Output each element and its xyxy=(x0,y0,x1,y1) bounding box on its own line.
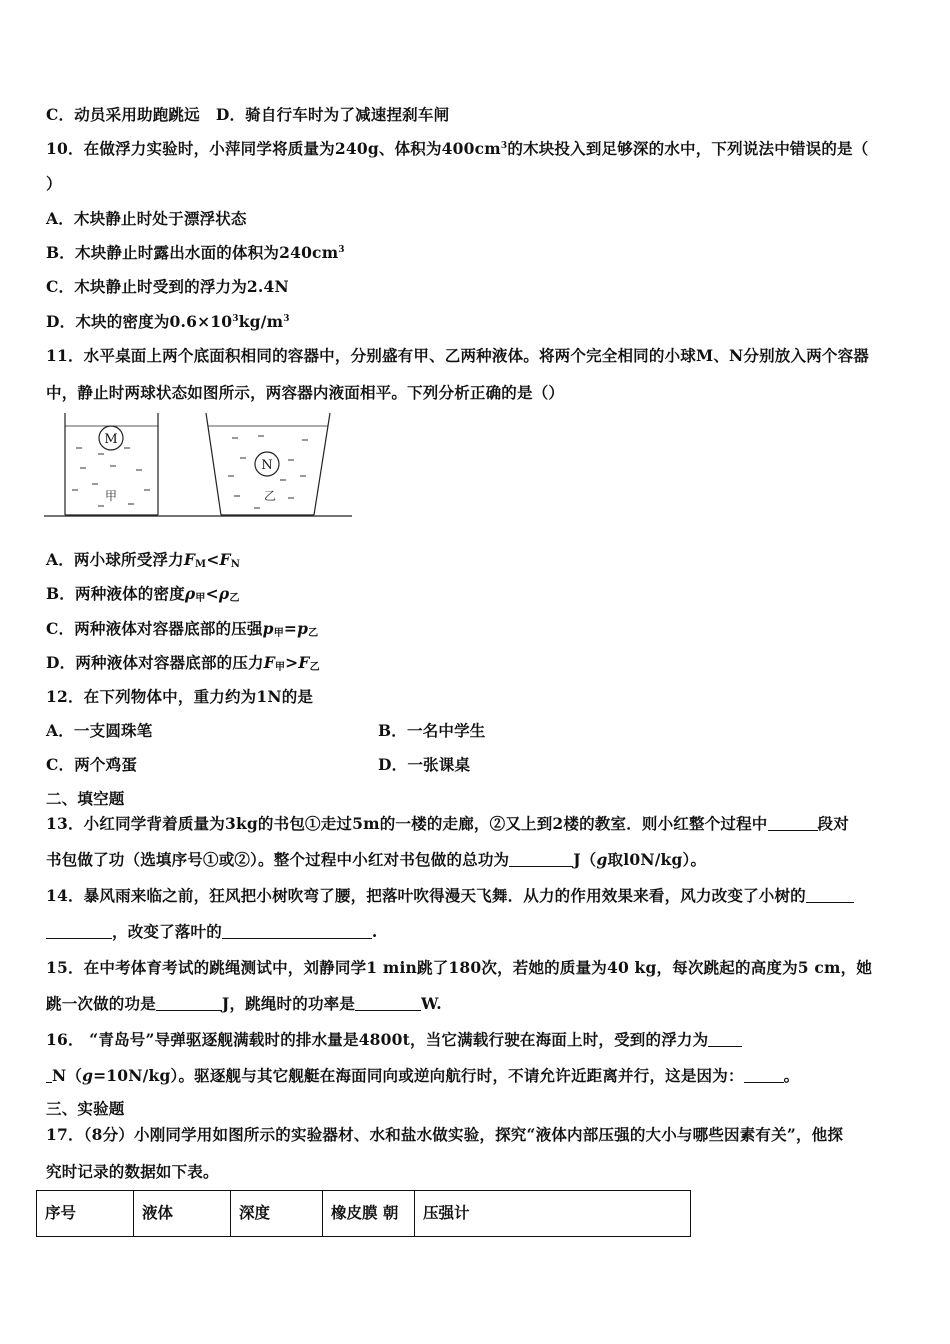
q11-b-sub2: 乙 xyxy=(229,593,240,604)
section-fill-in-heading: 二、填空题 xyxy=(46,789,125,808)
q12-stem: 12．在下列物体中，重力约为1N的是 xyxy=(46,687,314,706)
q13-blank-1[interactable] xyxy=(768,816,818,831)
q15-blank-1[interactable] xyxy=(156,996,222,1011)
table-header-cell: 橡皮膜 朝 xyxy=(323,1191,415,1237)
q11-b-op: < xyxy=(205,584,219,603)
q11-c-p1: p xyxy=(262,619,274,638)
q11-a-op: < xyxy=(206,550,220,569)
table-header-cell: 深度 xyxy=(231,1191,323,1237)
q11-stem-line1: 11．水平桌面上两个底面积相同的容器中，分别盛有甲、乙两种液体。将两个完全相同的小球M、N分别放入两个容器 xyxy=(46,346,869,365)
q16-blank-2[interactable] xyxy=(744,1068,784,1083)
q11-a-sub1: M xyxy=(195,559,207,570)
q14-line1 xyxy=(46,884,854,906)
q15-line2-text: 跳一次做的功是 xyxy=(46,994,156,1013)
liquid-jia-label: 甲 xyxy=(104,489,118,503)
q11-d-sub1: 甲 xyxy=(274,662,286,673)
q11-option-c xyxy=(46,617,318,639)
q11-d-f1: F xyxy=(263,653,275,672)
q16-line2 xyxy=(46,1064,799,1086)
q16-line2-b: =10N/kg）。驱逐舰与其它舰艇在海面同向或逆向航行时，不请允许近距离并行，这是因为： xyxy=(93,1066,744,1085)
q14-blank-1-cont[interactable] xyxy=(46,924,112,939)
q10-option-d-sup2: 3 xyxy=(283,314,290,324)
q10-option-a: A．木块静止时处于漂浮状态 xyxy=(46,209,247,228)
q11-d-f2: F xyxy=(298,653,310,672)
q10-option-d-unit: kg/m xyxy=(238,312,284,331)
q10-stem-sup: 3 xyxy=(500,141,508,151)
q13-line2-mid: J（ xyxy=(573,850,597,869)
q13-line2-text: 书包做了功（选填序号①或②）。整个过程中小红对书包做的总功为 xyxy=(46,850,510,869)
table-header-cell: 序号 xyxy=(37,1191,134,1237)
container-yi xyxy=(206,413,330,515)
q13-line1-end: 段对 xyxy=(817,814,849,833)
q10-option-b-sup: 3 xyxy=(338,245,345,255)
q11-c-p2: p xyxy=(297,619,309,638)
q16-line1 xyxy=(46,1028,742,1050)
q10-stem-text-end: 的木块投入到足够深的水中，下列说法中错误的是（ xyxy=(507,139,869,158)
table-header-cell: 液体 xyxy=(134,1191,231,1237)
q11-a-f1: F xyxy=(183,550,196,569)
q13-blank-2[interactable] xyxy=(509,852,573,867)
q11-c-op: = xyxy=(283,619,298,638)
q10-option-d xyxy=(46,310,290,332)
q11-option-b xyxy=(46,582,240,604)
liquid-yi-label: 乙 xyxy=(263,489,277,503)
q10-option-b xyxy=(46,241,345,263)
q15-line2 xyxy=(46,992,442,1014)
q12-option-a: A．一支圆珠笔 xyxy=(46,721,153,740)
q14-line2-mid: ，改变了落叶的 xyxy=(112,922,222,941)
container-jia xyxy=(65,413,158,515)
q15-line2-end: W. xyxy=(421,994,442,1013)
q11-stem-line2: 中，静止时两球状态如图所示，两容器内液面相平。下列分析正确的是（） xyxy=(46,383,565,402)
q14-blank-1[interactable] xyxy=(806,888,854,903)
q11-a-sub2: N xyxy=(230,559,241,570)
q10-option-d-sup: 3 xyxy=(232,314,239,324)
q11-d-sub2: 乙 xyxy=(309,662,320,673)
section-experiment-heading: 三、实验题 xyxy=(46,1099,125,1118)
q11-option-c-text: C．两种液体对容器底部的压强 xyxy=(46,619,263,638)
q17-line2: 究时记录的数据如下表。 xyxy=(46,1162,219,1181)
q10-stem-close: ） xyxy=(46,174,62,193)
q11-option-a xyxy=(46,548,240,570)
q13-line2-g: g xyxy=(596,850,608,869)
q16-line2-end: 。 xyxy=(783,1066,800,1085)
q11-option-d xyxy=(46,651,320,673)
q10-option-d-text: D．木块的密度为0.6×10 xyxy=(46,312,233,331)
q10-stem-text: 10．在做浮力实验时，小萍同学将质量为240g、体积为400cm xyxy=(46,139,501,158)
ball-m-label: M xyxy=(104,432,118,447)
q9-option-d: D．骑自行车时为了减速捏刹车闸 xyxy=(215,105,450,124)
q15-blank-2[interactable] xyxy=(355,996,421,1011)
table-header-row xyxy=(37,1191,691,1237)
q9-option-line xyxy=(46,103,449,125)
q17-data-table xyxy=(36,1190,691,1237)
q14-blank-2[interactable] xyxy=(222,924,372,939)
q9-option-c: C．动员采用助跑跳远 xyxy=(46,105,200,124)
q16-blank-1[interactable] xyxy=(708,1032,742,1047)
q11-a-f2: F xyxy=(219,550,231,569)
q14-line2 xyxy=(46,920,378,942)
q11-containers-figure xyxy=(44,408,356,520)
q10-option-b-text: B．木块静止时露出水面的体积为240cm xyxy=(46,243,339,262)
q11-c-sub2: 乙 xyxy=(308,628,319,639)
q11-b-rho1: ρ xyxy=(184,584,196,603)
q10-option-c: C．木块静止时受到的浮力为2.4N xyxy=(46,277,289,296)
q12-option-d: D．一张课桌 xyxy=(378,755,471,774)
q15-line1: 15．在中考体育考试的跳绳测试中，刘静同学1 min跳了180次，若她的质量为40 kg，每次跳起的高度为5 cm，她 xyxy=(46,958,873,977)
q15-line2-mid: J，跳绳时的功率是 xyxy=(221,994,356,1013)
q10-stem xyxy=(46,137,868,159)
q13-line1 xyxy=(46,812,849,834)
q16-line2-a: N（ xyxy=(52,1066,83,1085)
q12-option-b: B．一名中学生 xyxy=(378,721,486,740)
q11-b-rho2: ρ xyxy=(218,584,230,603)
q11-b-sub1: 甲 xyxy=(195,593,206,604)
q16-line1-text: 16． “青岛号”导弹驱逐舰满载时的排水量是4800t，当它满载行驶在海面上时，受到的浮力为 xyxy=(46,1030,709,1049)
ball-n-label: N xyxy=(261,458,273,473)
q11-c-sub1: 甲 xyxy=(273,628,284,639)
q13-line2-end: 取l0N/kg）。 xyxy=(607,850,707,869)
q17-line1: 17．（8分）小刚同学用如图所示的实验器材、水和盐水做实验，探究“液体内部压强的大小与哪些因素有关”，他探 xyxy=(46,1125,844,1144)
q11-option-b-text: B．两种液体的密度 xyxy=(46,584,185,603)
q12-option-c: C．两个鸡蛋 xyxy=(46,755,138,774)
q13-line1-text: 13．小红同学背着质量为3kg的书包①走过5m的一楼的走廊，②又上到2楼的教室．则小红整个过程中 xyxy=(46,814,768,833)
q11-option-d-text: D．两种液体对容器底部的压力 xyxy=(46,653,264,672)
q11-option-a-text: A．两小球所受浮力 xyxy=(46,550,184,569)
q13-line2 xyxy=(46,848,706,870)
q14-line1-text: 14．暴风雨来临之前，狂风把小树吹弯了腰，把落叶吹得漫天飞舞．从力的作用效果来看，风力改变了小树的 xyxy=(46,886,806,905)
q11-d-op: > xyxy=(285,653,299,672)
q14-line2-end: . xyxy=(371,922,378,941)
q16-line2-g: g xyxy=(82,1066,94,1085)
table-header-cell: 压强计 xyxy=(415,1191,691,1237)
